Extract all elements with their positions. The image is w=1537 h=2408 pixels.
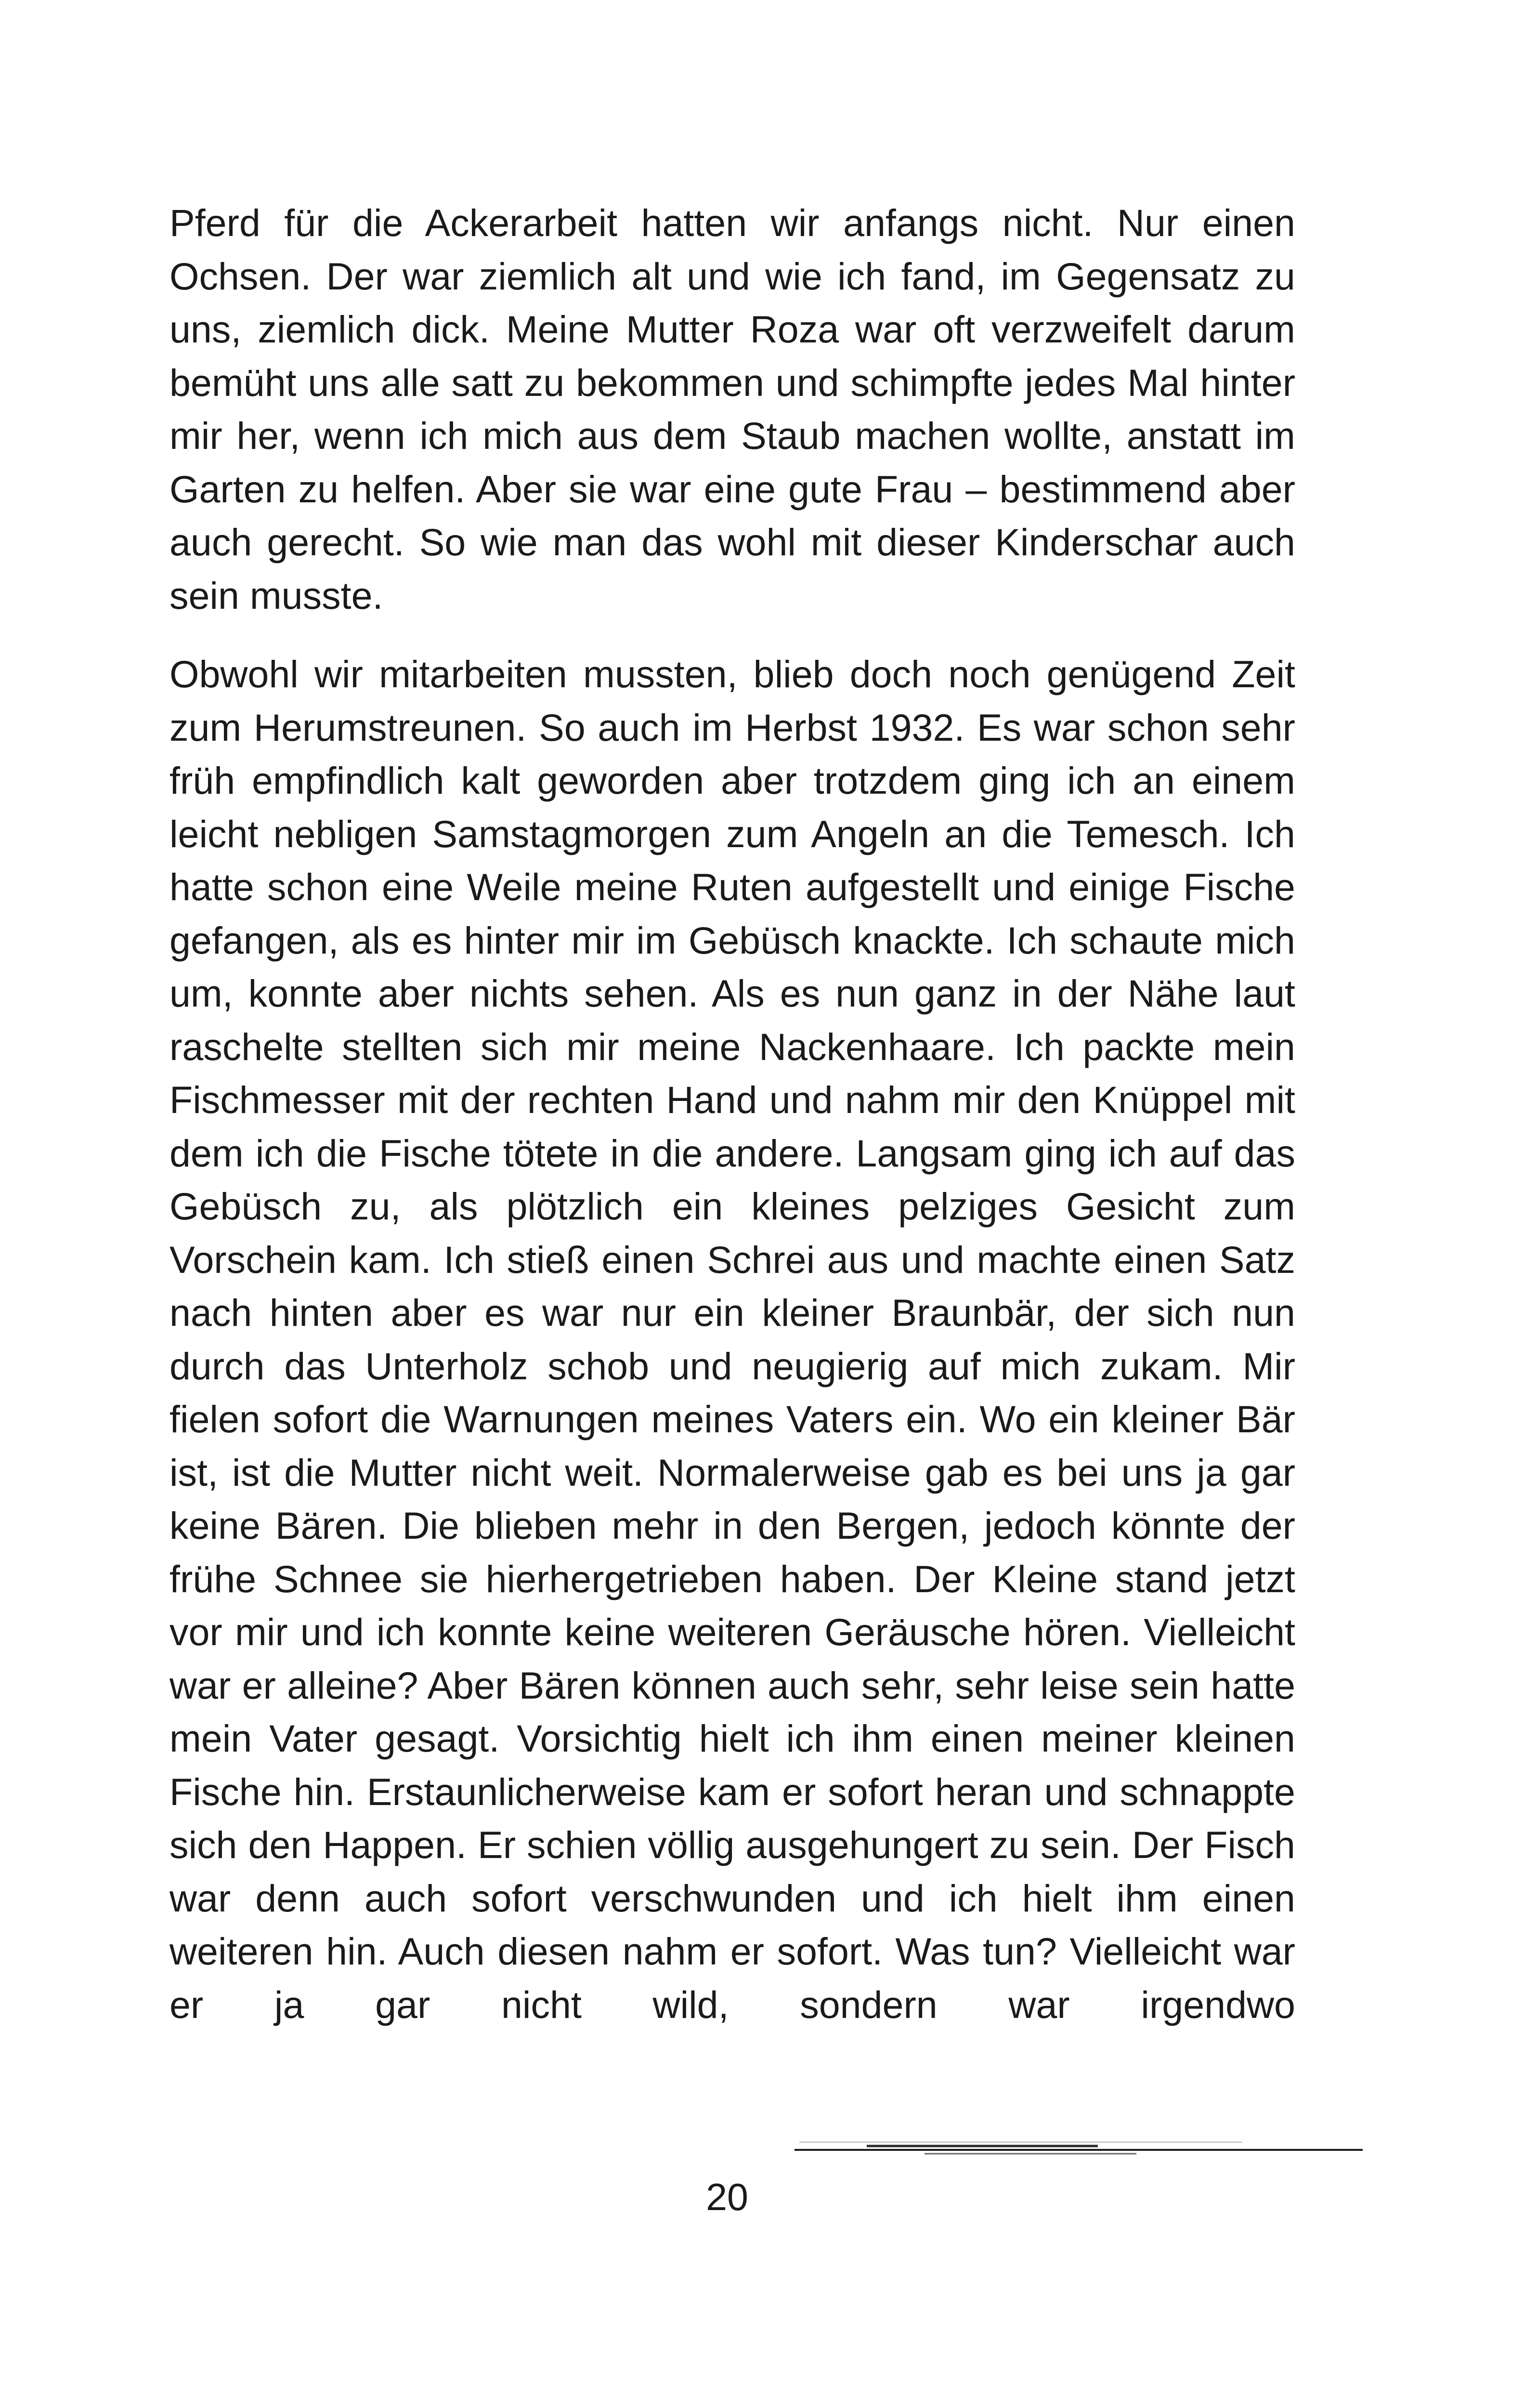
page-number: 20 xyxy=(706,2175,748,2218)
paragraph-1: Pferd für die Ackerarbeit hatten wir anfangs nicht. Nur einen Ochsen. Der war ziemlich alt und wie ich fand, im Gegensatz zu uns, ziemlich dick. Meine Mutter Roza war oft verzweifelt darum bemüht uns alle satt zu bekommen und schimpfte jedes Mal hinter mir her, wenn ich mich aus dem Staub machen wollte, anstatt im Garten zu helfen. Aber sie war eine gute Frau – bestimmend aber auch gerecht. So wie man das wohl mit dieser Kinderschar auch sein musste. xyxy=(169,201,1295,617)
paragraph-2: Obwohl wir mitarbeiten mussten, blieb doch noch genügend Zeit zum Herumstreunen. So auch im Herbst 1932. Es war schon sehr früh empfindlich kalt geworden aber trotzdem ging ich an einem leicht nebligen Samstagmorgen zum Angeln an die Temesch. Ich hatte schon eine Weile meine Ruten aufgestellt und einige Fische gefangen, als es hinter mir im Gebüsch knackte. Ich schaute mich um, konnte aber nichts sehen. Als es nun ganz in der Nähe laut raschelte stellten sich mir meine Nackenhaare. Ich packte mein Fischmesser mit der rechten Hand und nahm mir den Knüppel mit dem ich die Fische tötete in die andere. Langsam ging ich auf das Gebüsch zu, als plötzlich ein kleines pelziges Gesicht zum Vorschein kam. Ich stieß einen Schrei aus und machte einen Satz nach hinten aber es war nur ein kleiner Braunbär, der sich nun durch das Unterholz schob und neugierig auf mich zukam. Mir fielen sofort die Warnungen meines Vaters ein. Wo ein kleiner Bär ist, ist die Mutter nicht weit. Normalerweise gab es bei uns ja gar keine Bären. Die blieben mehr in den Bergen, jedoch könnte der frühe Schnee sie hierhergetrieben haben. Der Kleine stand jetzt vor mir und ich konnte keine weiteren Geräusche hören. Vielleicht war er alleine? Aber Bären können auch sehr, sehr leise sein hatte mein Vater gesagt. Vorsichtig hielt ich ihm einen meiner kleinen Fische hin. Erstaunlicherweise kam er sofort heran und schnappte sich den Happen. Er schien völlig ausgehungert zu sein. Der Fisch war denn auch sofort verschwunden und ich hielt ihm einen weiteren hin. Auch diesen nahm er sofort. Was tun? Vielleicht war er ja gar nicht wild, sondern war irgendwo xyxy=(169,653,1295,2026)
page-footer xyxy=(0,2138,1537,2235)
body-text xyxy=(169,196,1295,2031)
footer-ornament xyxy=(684,2138,1368,2167)
